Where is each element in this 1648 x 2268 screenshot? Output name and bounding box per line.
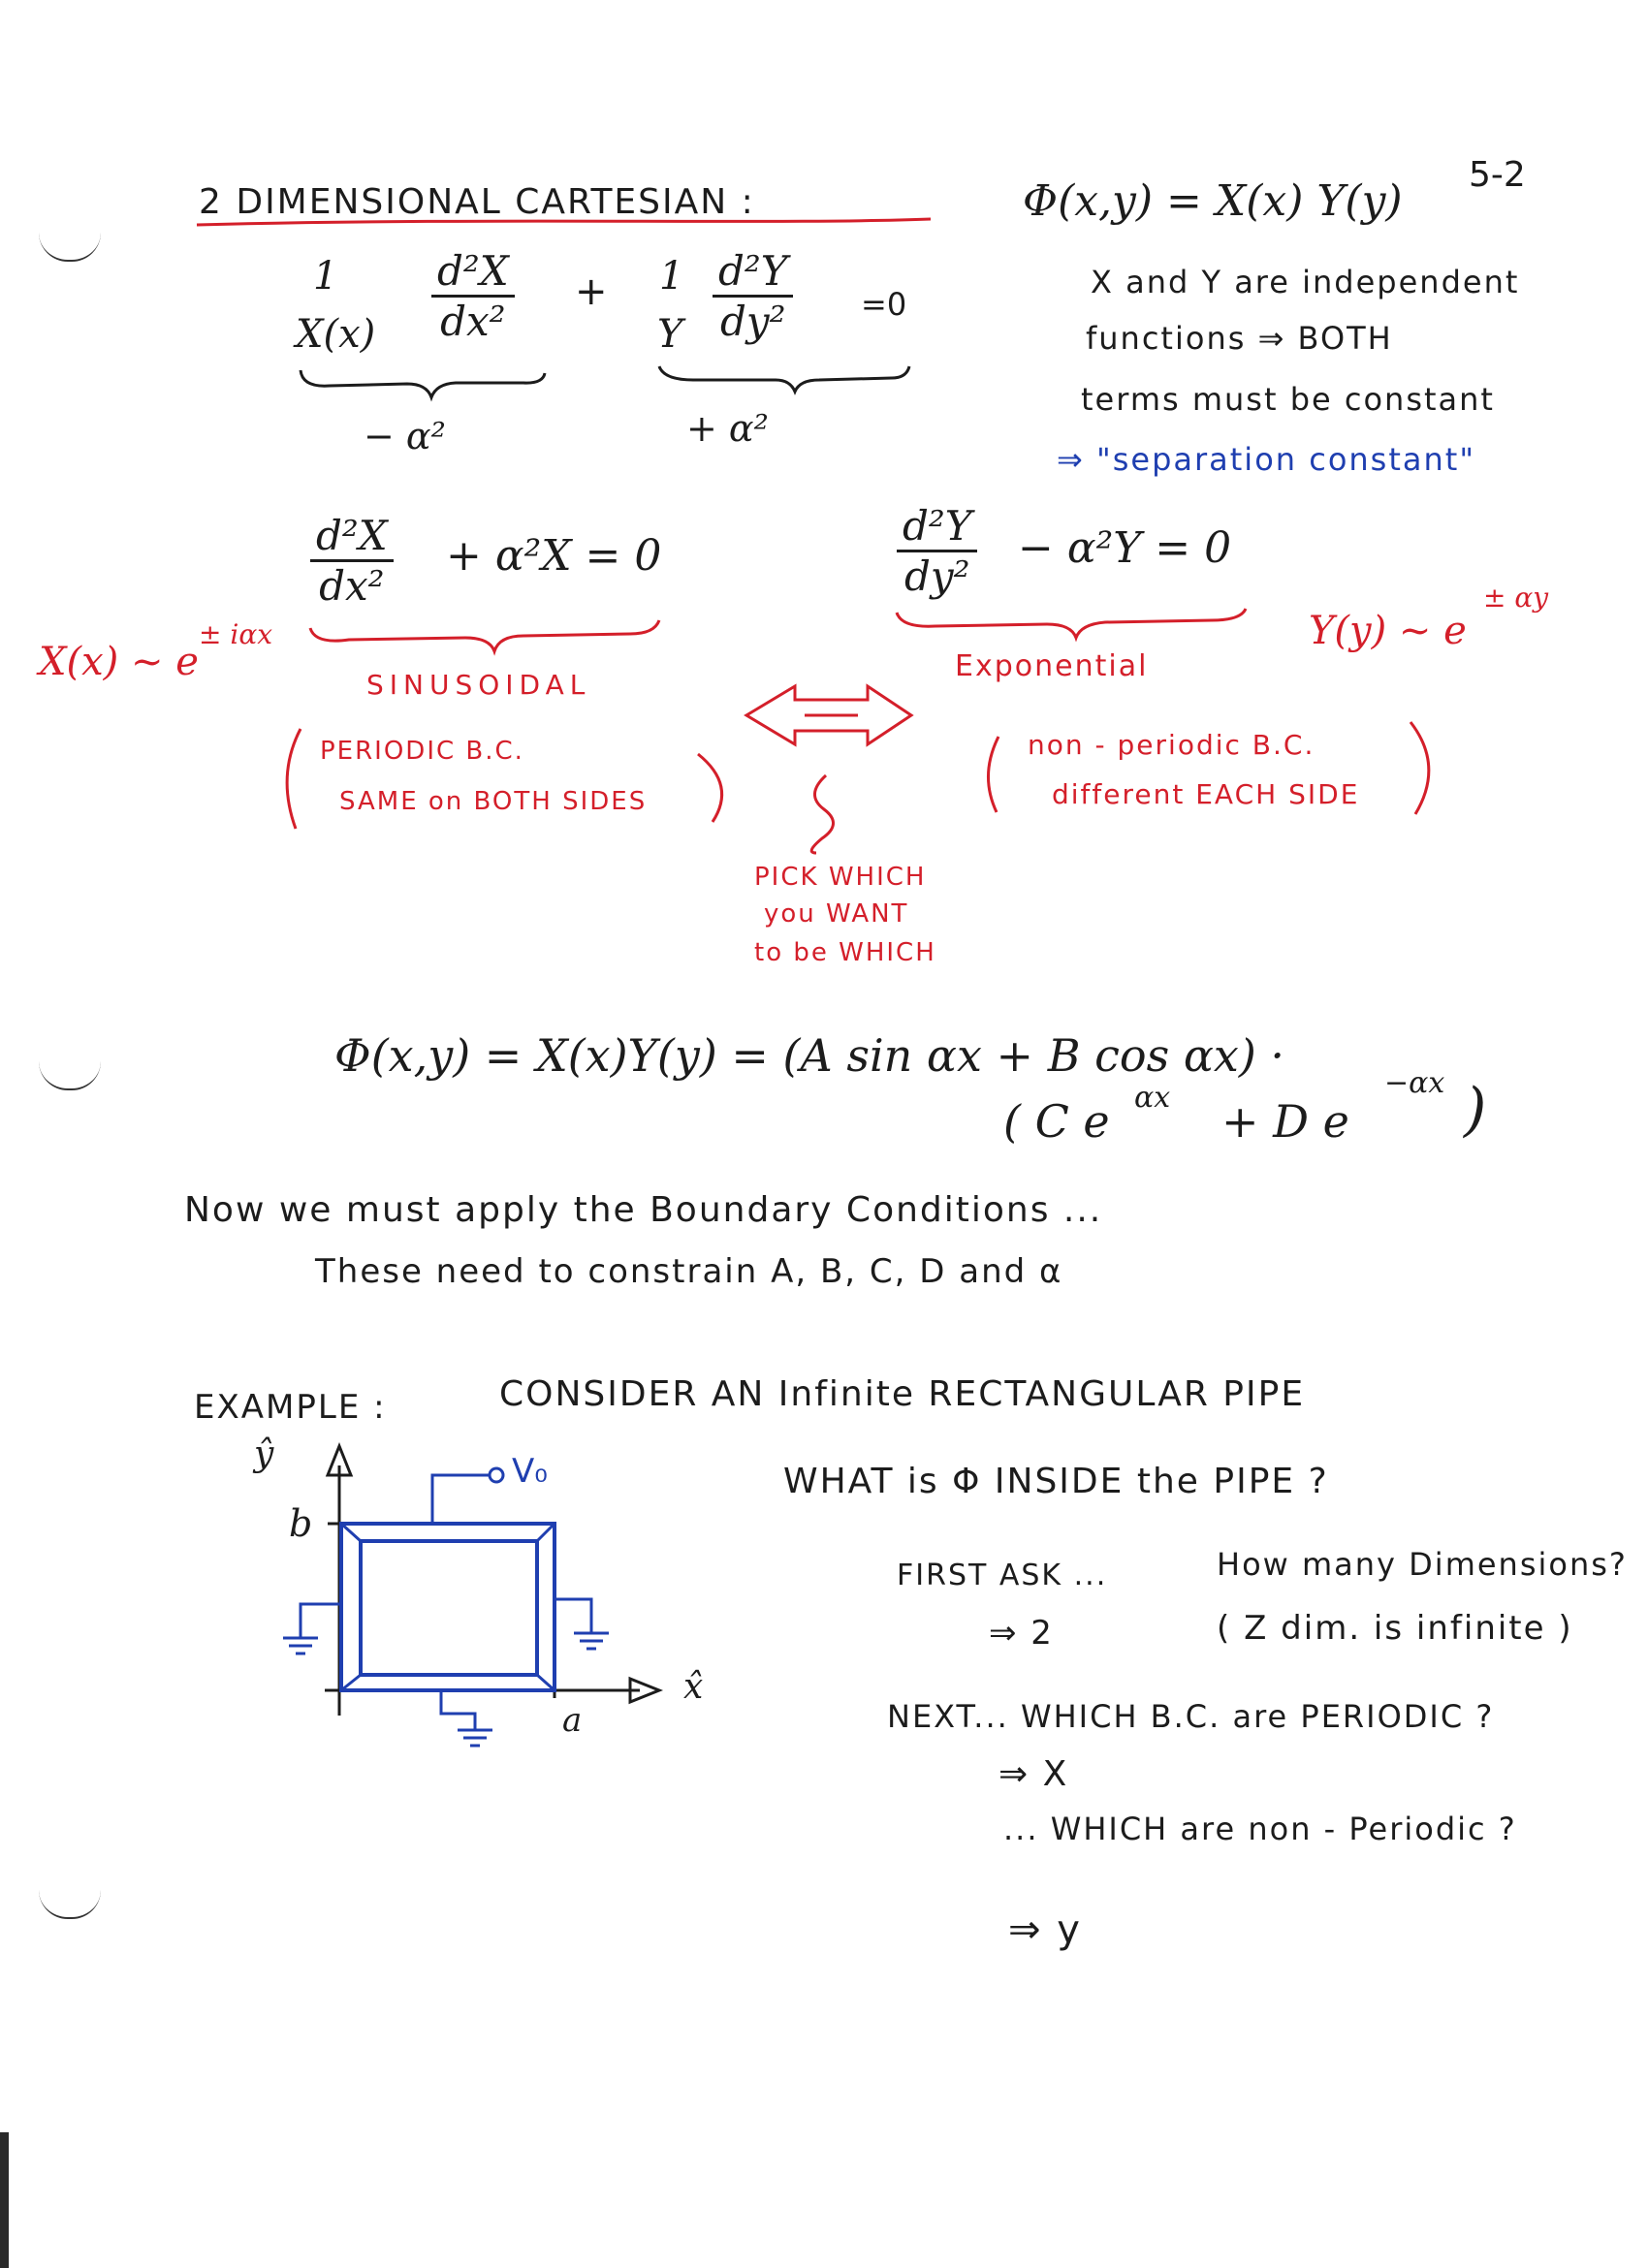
side-note-line3: terms must be constant	[1081, 381, 1495, 418]
under-left-label: − α²	[364, 415, 446, 457]
exponential-label: Exponential	[955, 649, 1149, 683]
ground-bottom-icon	[441, 1690, 492, 1746]
ground-right-icon	[555, 1599, 609, 1649]
pick-line1: PICK WHICH	[754, 863, 927, 892]
v0-wire	[432, 1475, 490, 1524]
periodic-line2: SAME on BOTH SIDES	[339, 787, 648, 816]
example-answer-y: ⇒ y	[1008, 1907, 1082, 1952]
frac2-den: dy²	[720, 298, 786, 345]
nonperiodic-line1: non - periodic B.C.	[1028, 729, 1315, 761]
frac2-num: d²Y	[713, 247, 793, 298]
under-brace-left	[301, 370, 545, 397]
example-first-ask: FIRST ASK ...	[897, 1559, 1108, 1592]
general-solution-mid: + D e	[1221, 1095, 1349, 1148]
nonperiodic-line2: different EACH SIDE	[1052, 778, 1360, 810]
ode-right-num: d²Y	[897, 502, 977, 552]
side-note-line2: functions ⇒ BOTH	[1086, 320, 1393, 357]
sinusoidal-label: SINUSOIDAL	[366, 669, 591, 701]
diagram-x-label: x̂	[683, 1667, 704, 1707]
periodic-paren-right	[698, 754, 722, 822]
diagram-y-label: ŷ	[254, 1434, 274, 1474]
squiggle-arrow-icon	[811, 775, 833, 853]
boundary-line1: Now we must apply the Boundary Conditions ...	[184, 1190, 1103, 1230]
general-solution-end: )	[1464, 1076, 1487, 1144]
v0-terminal-icon	[490, 1468, 503, 1482]
y-solution: Y(y) ~ e	[1309, 609, 1467, 653]
boundary-line2: These need to constrain A, B, C, D and α	[315, 1252, 1063, 1291]
periodic-paren-left	[287, 729, 301, 829]
ode-left-rest: + α²X = 0	[446, 531, 662, 581]
pick-line3: to be WHICH	[754, 938, 936, 967]
nonperiodic-paren-right	[1410, 722, 1429, 814]
section-title: 2 DIMENSIONAL CARTESIAN :	[199, 182, 755, 222]
ground-left-icon	[283, 1604, 341, 1654]
frac1-num: d²X	[431, 247, 515, 298]
title-underline	[197, 219, 931, 225]
example-answer-x: ⇒ X	[998, 1754, 1069, 1794]
general-solution-line2: ( C e	[1003, 1095, 1110, 1148]
general-solution-line1: Φ(x,y) = X(x)Y(y) = (A sin αx + B cos αx) ·	[334, 1029, 1285, 1082]
example-label: EXAMPLE :	[194, 1388, 387, 1427]
pipe-corners	[341, 1524, 555, 1690]
ode-right-rest: − α²Y = 0	[1018, 523, 1232, 573]
ode-left-den: dx²	[319, 562, 385, 610]
pipe-outer-wall	[341, 1524, 555, 1690]
periodic-line1: PERIODIC B.C.	[320, 737, 524, 766]
double-arrow-icon	[746, 686, 911, 744]
general-solution-exp1: αx	[1134, 1081, 1171, 1115]
plus-sign: +	[575, 269, 608, 314]
equals-zero: =0	[861, 286, 907, 323]
nonperiodic-paren-left	[988, 737, 998, 812]
frac1-prefix: 1	[313, 254, 338, 299]
side-note-line4: ⇒ "separation constant"	[1057, 441, 1476, 478]
frac1-den: dx²	[440, 298, 506, 345]
example-z-note: ( Z dim. is infinite )	[1217, 1609, 1573, 1648]
diagram-v0-label: V₀	[512, 1452, 548, 1491]
frac2-den-prefix: Y	[657, 312, 683, 357]
diagram-a-label: a	[562, 1701, 583, 1740]
ode-right-den: dy²	[904, 552, 970, 600]
side-note-line1: X and Y are independent	[1091, 264, 1520, 300]
under-right-label: + α²	[686, 407, 769, 450]
red-brace-right	[897, 609, 1246, 638]
example-answer-dims: ⇒ 2	[989, 1614, 1054, 1653]
red-brace-left	[310, 620, 659, 651]
under-brace-right	[659, 366, 909, 392]
y-solution-exponent: ± αy	[1483, 582, 1549, 614]
general-solution-exp2: −αx	[1384, 1066, 1445, 1100]
example-which-non: ... WHICH are non - Periodic ?	[1003, 1811, 1517, 1847]
example-next: NEXT... WHICH B.C. are PERIODIC ?	[887, 1698, 1495, 1735]
example-how-many: How many Dimensions?	[1217, 1546, 1628, 1583]
x-solution-exponent: ± iαx	[199, 618, 273, 650]
pick-line2: you WANT	[764, 899, 909, 929]
diagram-b-label: b	[289, 1502, 313, 1545]
frac2-prefix: 1	[659, 254, 684, 299]
ode-left-num: d²X	[310, 512, 394, 562]
page-number: 5-2	[1469, 155, 1526, 195]
x-solution: X(x) ~ e	[39, 640, 199, 684]
header-equation: Φ(x,y) = X(x) Y(y)	[1023, 176, 1403, 226]
pipe-inner-wall	[361, 1541, 537, 1675]
frac1-den-prefix: X(x)	[296, 312, 376, 357]
example-consider: CONSIDER AN Infinite RECTANGULAR PIPE	[499, 1374, 1306, 1414]
example-question: WHAT is Φ INSIDE the PIPE ?	[783, 1462, 1329, 1501]
